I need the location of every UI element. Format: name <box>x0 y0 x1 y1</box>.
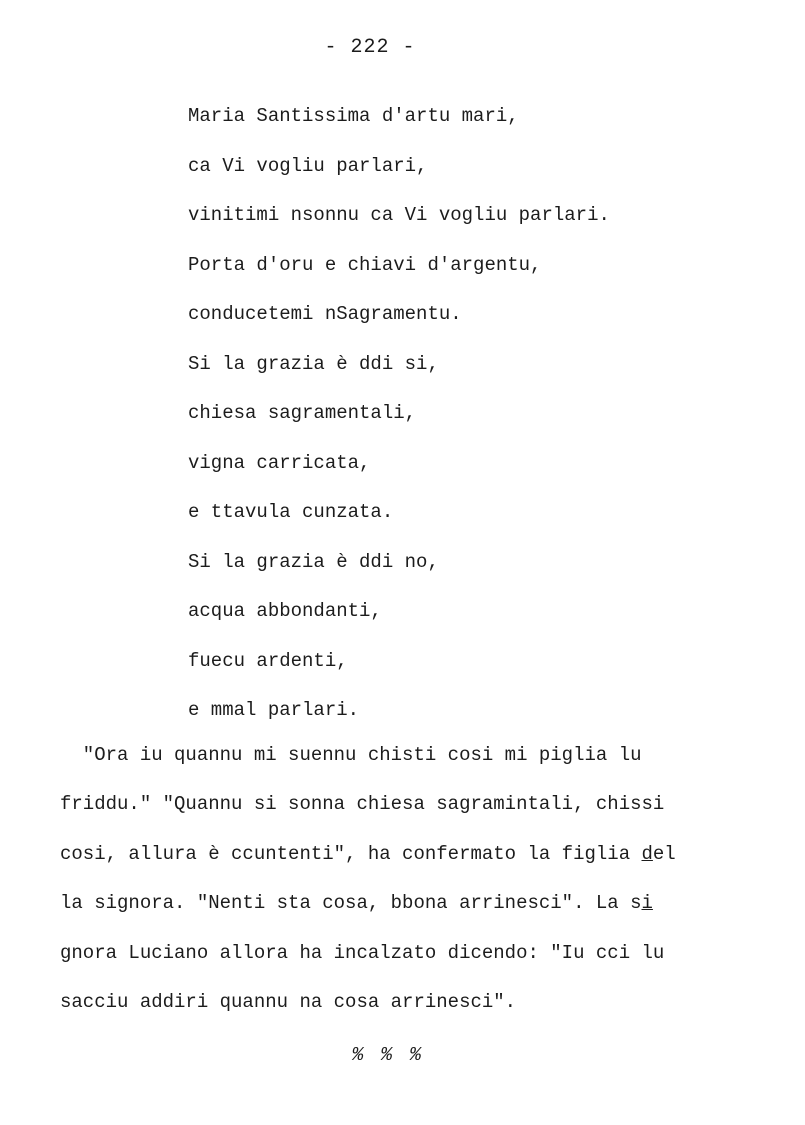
prose-line <box>60 890 676 939</box>
poem-line: chiesa sagramentali, <box>188 402 417 424</box>
poem-block <box>188 103 610 747</box>
poem-line: ca Vi vogliu parlari, <box>188 154 428 177</box>
poem-line: fuecu ardenti, <box>188 649 348 672</box>
prose-line <box>60 940 676 989</box>
poem-line: Porta d'oru e chiavi d'argentu, <box>188 253 542 276</box>
prose-line <box>60 841 676 890</box>
underlined-letter: d <box>641 842 653 865</box>
prose-text: sacciu addiri quannu na cosa arrinesci". <box>60 990 517 1013</box>
poem-line: vigna carricata, <box>188 451 371 474</box>
prose-text: friddu." "Quannu si sonna chiesa sagramintali, chissi <box>60 793 665 816</box>
prose-line <box>60 791 676 840</box>
poem-line: vinitimi nsonnu ca Vi vogliu parlari. <box>188 204 610 226</box>
prose-line <box>60 989 676 1038</box>
prose-text: gnora Luciano allora ha incalzato dicendo: "Iu cci lu <box>60 941 665 964</box>
poem-line: e mmal parlari. <box>188 699 360 721</box>
prose-paragraph <box>60 742 676 1038</box>
poem-line: Si la grazia è ddi no, <box>188 550 439 573</box>
section-end-mark: % % % <box>352 1044 425 1066</box>
prose-text: cosi, allura è ccuntenti", ha confermato la figlia <box>60 842 642 865</box>
poem-line: Si la grazia è ddi si, <box>188 352 439 375</box>
poem-line: e ttavula cunzata. <box>188 501 394 523</box>
prose-text: la signora. "Nenti sta cosa, bbona arrinesci". La s <box>60 892 642 915</box>
poem-line: acqua abbondanti, <box>188 600 382 622</box>
page-number: - 222 - <box>324 36 416 59</box>
prose-text: "Ora iu quannu mi suennu chisti cosi mi piglia lu <box>60 744 642 766</box>
prose-line <box>60 742 676 791</box>
prose-text: el <box>652 842 676 865</box>
poem-line: conducetemi nSagramentu. <box>188 303 462 325</box>
poem-line: Maria Santissima d'artu mari, <box>188 105 519 127</box>
underlined-letter: i <box>641 892 653 915</box>
